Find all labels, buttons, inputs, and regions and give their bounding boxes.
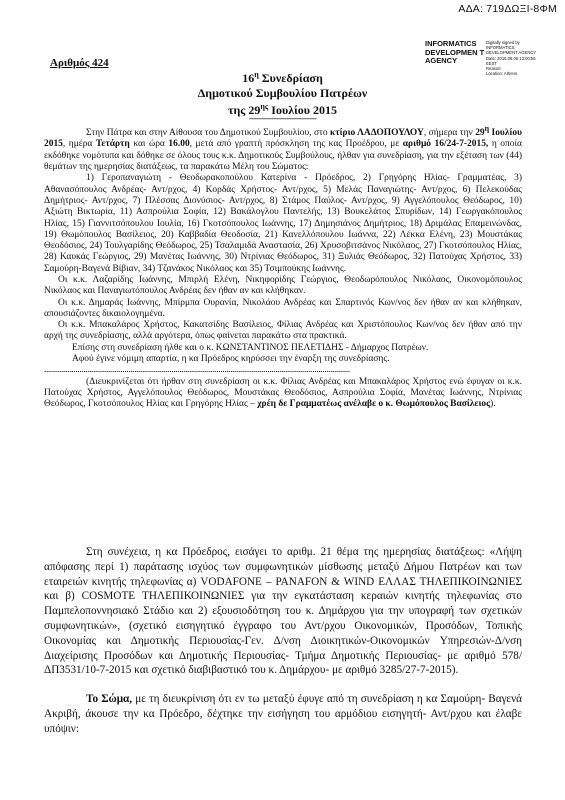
clarification-text: (Διευκρινίζεται ότι ήρθαν στη συνεδρίαση οι κ.κ. Φίλιας Ανδρέας και Μπακαλάρος Χρήστος ενώ έφυγαν οι κ.κ. Πατούχας Χρήστος, Αγγελόπουλος Θεόδωρος, Μουστάκας Θεοδόσιος, Ασπρούλια Σοφία, Μανέτας Ιωάννης, Ντρίνιας Θεόδωρος, Γκοτσόπουλος Ηλίας και Γρηγόρης Ηλίας –: [44, 376, 522, 410]
session-time: 16.00: [168, 139, 190, 150]
intro-text: η οποία εκδόθηκε νομότυπα και δόθηκε σε όλους τους κ.κ. Δημοτικούς Συμβούλους, ήλθαν για συνεδρίαση, για την εξέταση των (44) θεμάτων της ημερησίας διατάξεως, τα παρακάτω Μέλη του Σώματος:: [44, 139, 522, 173]
signature-detail-line: INFORMATICS: [486, 45, 515, 51]
body-text: με τη διευκρίνιση ότι εν τω μεταξύ έφυγε από τη συνεδρίαση η κα Σαμούρη- Βαγενά Ακριβή, άκουσε την κα Πρόεδρο, δέχτηκε την εισήγηση του αρμόδιου εισηγητή- Αντ/ρχου και έλαβε υπόψιν:: [44, 693, 523, 735]
signature-detail-line: Digitally signed by: [486, 40, 520, 45]
day-number: 29: [475, 128, 485, 139]
invitation-number: αριθμό 16/24-7-2015,: [402, 139, 489, 150]
signature-detail-line: Date: 2015.08.06 13:00:56: [486, 55, 536, 61]
mayor-attendance: Επίσης στη συνεδρίαση ήλθε και ο κ. ΚΩΝΣΤΑΝΤΙΝΟΣ ΠΕΛΕΤΙΔΗΣ - Δήμαρχος Πατρέων.: [72, 342, 429, 353]
signature-name: INFORMATICS DEVELOPMEN T AGENCY: [425, 39, 485, 66]
topic-section: [44, 545, 522, 737]
dotted-separator: ............................................................................................................................................................: [44, 365, 350, 376]
late-members: Οι κ.κ. Μπακαλάρος Χρήστος, Κακατσίδης Βασίλειος, Φίλιας Ανδρέας και Χριστόπουλος Κων/νος δεν ήθαν από την αρχή της συνεδρίασης, αλλά αργότερα, όπως φαίνεται παρακάτω στα πρακτικά.: [44, 320, 522, 342]
minutes-section: [44, 123, 522, 411]
signature-detail-line: EEST: [486, 60, 497, 66]
month-year: Ιουλίου 2015: [44, 128, 523, 150]
ada-code: ΑΔΑ: 719ΔΩΞΙ-8ΦΜ: [458, 3, 557, 15]
intro-text: Στην Πάτρα και στην Αίθουσα του Δημοτικού Συμβουλίου, στο: [86, 128, 330, 139]
intro-text: , ημέρα: [62, 139, 96, 150]
session-ordinal: η: [254, 70, 259, 79]
quorum-statement: Αφού έγινε νόμιμη απαρτία, η κα Πρόεδρος κηρύσσει την έναρξη της συνεδρίασης.: [72, 354, 390, 365]
absent-members-2: Οι κ.κ. Δημαράς Ιωάννης, Μπίρμπα Ουρανία, Νικολάου Ανδρέας και Σπαρτινός Κων/νος δεν ήθαν αν και κλήθηκαν, απουσιάζοντες δικαιολογημένα.: [44, 297, 522, 319]
session-number: 16: [242, 71, 255, 85]
weekday: Τετάρτη: [95, 139, 130, 150]
digital-signature-stamp: [425, 39, 565, 77]
body-lead: Το Σώμα,: [86, 693, 133, 706]
council-name: Δημοτικού Συμβουλίου Πατρέων: [197, 85, 368, 100]
document-title: [0, 68, 565, 118]
decision-number: Αριθμός 424: [50, 57, 109, 69]
body-paragraph: [44, 692, 522, 736]
date-suffix: Ιουλίου 2015: [268, 103, 338, 117]
date-prefix: της 29: [227, 103, 261, 117]
session-word: Συνεδρίαση: [258, 71, 323, 85]
session-title: [0, 68, 565, 86]
absent-members-1: Οι κ.κ. Λαζαρίδης Ιωάννης, Μπιρλή Ελένη, Νικηφορίδης Γεώργιος, Θεοδωρόπουλος Νικόλαος, Οικονομόπουλος Νικόλαος και Παναγιωτόπουλος Ανδρέας δεν ήθαν αν και κλήθηκαν.: [44, 275, 522, 297]
intro-text: και ώρα: [129, 139, 169, 150]
signature-detail-line: Location: Athens: [486, 71, 517, 77]
topic-paragraph: Στη συνέχεια, η κα Πρόεδρος, εισάγει το αριθμ. 21 θέμα της ημερησίας διατάξεως: «Λήψη απόφασης περί 1) παράτασης ισχύος των συμφωνητικών μίσθωσης μεταξύ Δήμου Πατρέων και των εταιρειών κινητής τηλεφωνίας α) VODAFONE – PANAFON & WIND ΕΛΛΑΣ ΤΗΛΕΠΙΚΟΙΝΩΝΙΕΣ και β) COSMOTE ΤΗΛΕΠΙΚΟΙΝΩΝΙΕΣ για την εγκατάσταση κεραιών κινητής τηλεφωνίας στο Παμπελοποννησιακό Στάδιο και 2) εξουσιοδότηση του κ. Δημάρχου για την υπογραφή των σχετικών συμφωνητικών», (σχετικό εισηγητικό έγγραφο του Αντ/ρχου Οικονομικών, Προσόδων, Τοπικής Οικονομίας και Δημοτικής Περιουσίας-Γεν. Δ/νση Διοικητικών-Οικονομικών Υπηρεσιών-Δ/νση Διαχείρισης Προσόδων και Δημοτικής Περιουσίας- Τμήμα Δημοτικής Περιουσίας- με αριθμό 578/ΔΠ3531/10-7-2015 και σχετικό διαβιβαστικό του κ. Δημάρχου- με αριθμό 3285/27-7-2015).: [44, 546, 522, 677]
building-name: κτίριο ΛΑΔΟΠΟΥΛΟΥ: [330, 128, 424, 139]
title-separator: ---------------------------: [248, 113, 317, 123]
intro-paragraph: [44, 123, 522, 173]
intro-text: , σήμερα την: [423, 128, 476, 139]
date-ordinal: ης: [260, 102, 269, 111]
intro-text: , μετά από γραπτή πρόσκληση της κας Προέδρου, με: [189, 139, 403, 150]
clarification-end: ).: [490, 399, 496, 410]
signature-detail-line: DEVELOPMENT AGENCY: [486, 50, 537, 56]
signature-detail-line: Reason:: [486, 66, 502, 72]
day-ordinal: η: [484, 124, 490, 133]
members-list: 1) Γεροπαναγιώτη - Θεοδωρακοπούλου Κατερίνα - Πρόεδρος, 2) Γρηγόρης Ηλίας- Γραμματέας, 3) Αθανασόπουλος Ανδρέας- Αντ/ρχος, 4) Κορδάς Χρήστος- Αντ/ρχος, 5) Μελάς Παναγιώτης- Αντ/ρχος, 6) Πελεκούδας Δημήτριος- Αντ/ρχος, 7) Πλέσσας Διονύσιος- Αντ/ρχος, 8) Στάμος Παύλος- Αντ/ρχος, 9) Αγγελόπουλος Θεόδωρος, 10) Αξιώτη Βικτωρία, 11) Ασπρούλια Σοφία, 12) Βακάλογλου Παντελής, 13) Βουκελάτος Σπυρίδων, 14) Γεωργακόπουλος Ηλίας, 15) Γιαννιτσόπουλου Ιουλία, 16) Γκοτσόπουλος Ιωάννης, 17) Δημησιάνος Δημήτριος, 18) Δριμάλας Επαμεινώνδας, 19) Θωμόπουλος Βασίλειος, 20) Καββαδία Θεοδοσία, 21) Κανελλόπουλου Ιωάννα, 22) Λέκκα Ελένη, 23) Μουστάκας Θεοδόσιος, 24) Τουλγαρίδης Θεόδωρος, 25) Τσαλαμιδά Αναστασία, 26) Χρυσοβιτσάνος Νικόλαος, 27) Γκοτσόπουλος Ηλίας, 28) Καυκάς Γεώργιος, 29) Μανέτας Ιωάννης, 30) Ντρίνιας Θεόδωρος, 31) Ξυλιάς Θεόδωρος, 32) Πατούχας Χρήστος, 33) Σαμούρη-Βαγενά Βίβιαν, 34) Τζανάκος Νικόλαος και 35) Τσιμπούκης Ιωάννης.: [44, 173, 522, 274]
secretary-note: χρέη δε Γραμματέως ανέλαβε ο κ. Θωμόπουλος Βασίλειος: [257, 399, 491, 410]
clarification-paragraph: [44, 377, 522, 411]
